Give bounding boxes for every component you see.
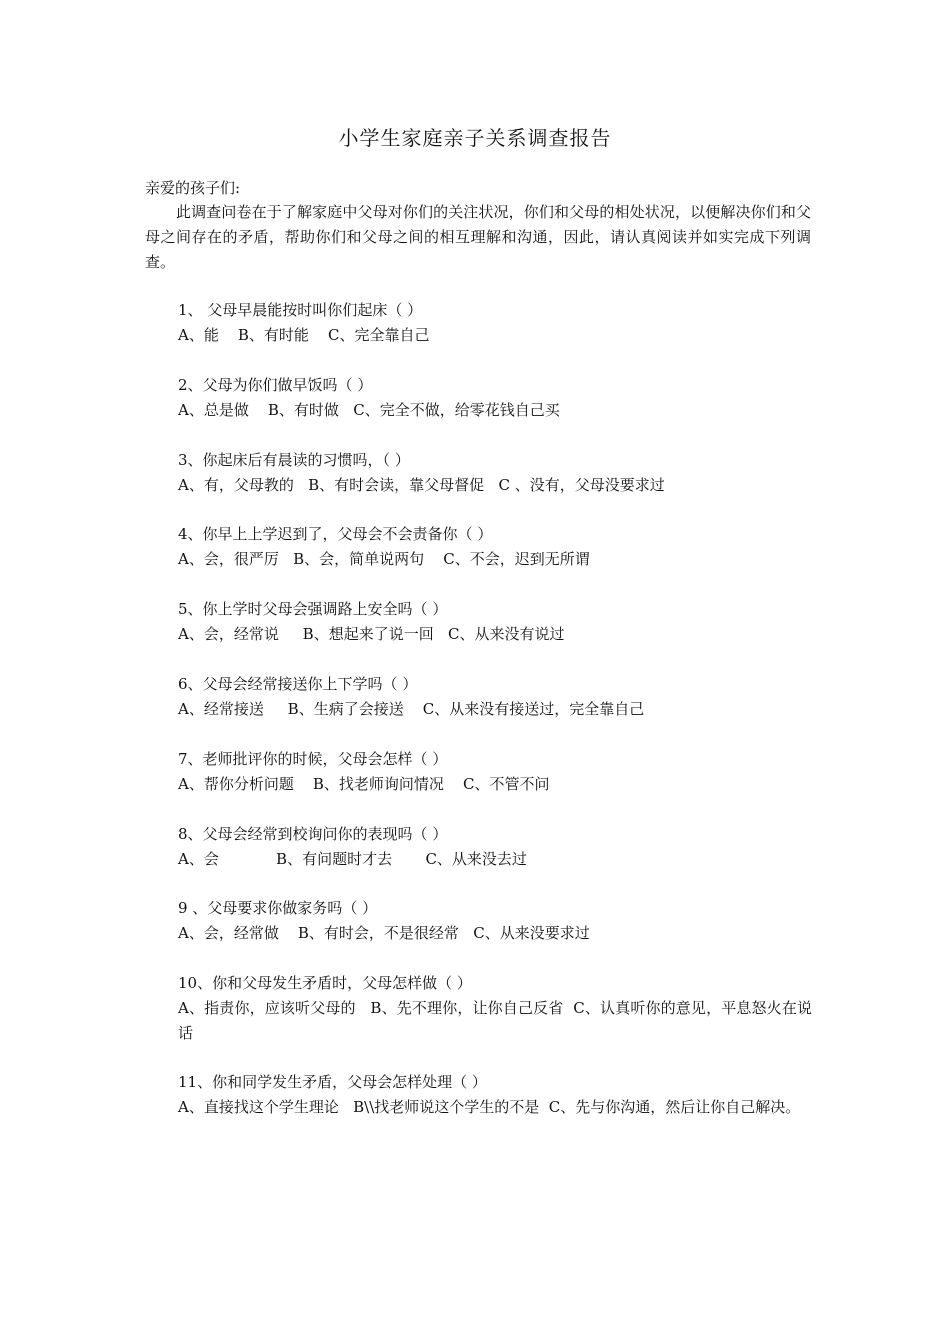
- question-9: [178, 896, 812, 946]
- question-text: 7、老师批评你的时候，父母会怎样（ ）: [178, 750, 448, 768]
- question-text: 1、 父母早晨能按时叫你们起床（ ）: [178, 301, 423, 319]
- question-10: [178, 971, 812, 1046]
- question-options: A、总是做 B、有时做 C、完全不做，给零花钱自己买: [178, 401, 560, 419]
- question-options: A、有，父母教的 B、有时会读，靠父母督促 C 、没有，父母没要求过: [178, 476, 665, 494]
- greeting: 亲爱的孩子们:: [145, 179, 241, 197]
- question-text: 6、父母会经常接送你上下学吗（ ）: [178, 675, 418, 693]
- question-options: A、经常接送 B、生病了会接送 C、从来没有接送过，完全靠自己: [178, 700, 645, 718]
- question-options: A、能 B、有时能 C、完全靠自己: [178, 326, 430, 344]
- question-options: A、帮你分析问题 B、找老师询问情况 C、不管不问: [178, 775, 550, 793]
- question-text: 3、你起床后有晨读的习惯吗，（ ）: [178, 451, 410, 469]
- question-text: 10、你和父母发生矛盾时，父母怎样做（ ）: [178, 974, 472, 992]
- question-text: 4、你早上上学迟到了，父母会不会责备你（ ）: [178, 525, 493, 543]
- question-text: 2、父母为你们做早饭吗（ ）: [178, 376, 373, 394]
- question-1: [178, 298, 812, 348]
- question-3: [178, 448, 812, 498]
- question-options: A、会 B、有问题时才去 C、从来没去过: [178, 850, 527, 868]
- question-8: [178, 822, 812, 872]
- question-11: [178, 1070, 812, 1120]
- page-title: 小学生家庭亲子关系调查报告: [338, 126, 612, 150]
- question-5: [178, 597, 812, 647]
- question-4: [178, 522, 812, 572]
- question-text: 9 、父母要求你做家务吗（ ）: [178, 899, 378, 917]
- question-options: A、指责你，应该听父母的 B、先不理你，让你自己反省 C、认真听你的意见，平息怒火在说话: [178, 999, 812, 1042]
- question-options: A、会，经常做 B、有时会，不是很经常 C、从来没要求过: [178, 924, 590, 942]
- question-2: [178, 373, 812, 423]
- intro-paragraph: 此调查问卷在于了解家庭中父母对你们的关注状况，你们和父母的相处状况，以便解决你们和父母之间存在的矛盾，帮助你们和父母之间的相互理解和沟通，因此，请认真阅读并如实完成下列调查。: [145, 203, 811, 271]
- question-options: A、会，经常说 B、想起来了说一回 C、从来没有说过: [178, 625, 565, 643]
- question-7: [178, 747, 812, 797]
- question-options: A、会，很严厉 B、会，简单说两句 C、不会，迟到无所谓: [178, 550, 590, 568]
- question-options: A、直接找这个学生理论 B\\找老师说这个学生的不是 C、先与你沟通，然后让你自己解决。: [178, 1098, 801, 1116]
- question-6: [178, 672, 812, 722]
- question-text: 11、你和同学发生矛盾，父母会怎样处理（ ）: [178, 1073, 487, 1091]
- question-text: 8、父母会经常到校询问你的表现吗（ ）: [178, 825, 448, 843]
- question-text: 5、你上学时父母会强调路上安全吗（ ）: [178, 600, 448, 618]
